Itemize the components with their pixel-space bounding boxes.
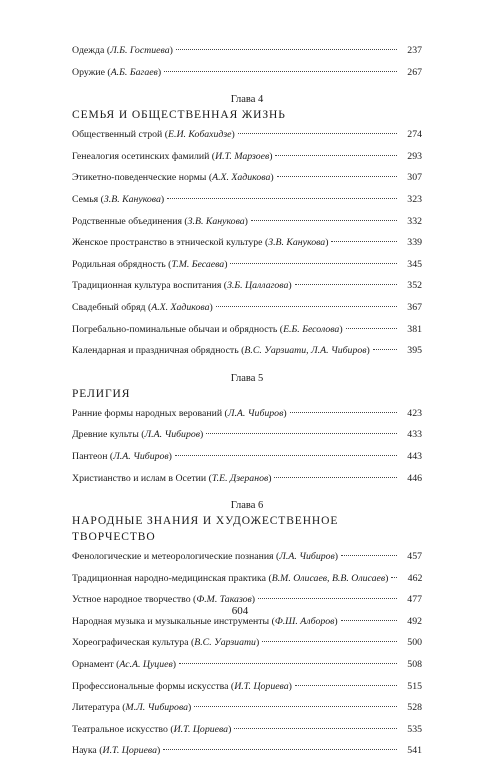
dot-leader (164, 71, 397, 72)
entry-title-line: Древние культы (Л.А. Чибиров) (72, 429, 204, 441)
entry-author: Ф.Ш. Алборов (274, 615, 335, 627)
entry-page: 423 (407, 407, 422, 419)
entry-author: И.Т. Цориева (234, 680, 289, 692)
dot-leader (163, 749, 397, 750)
entry-title: Устное народное творчество (72, 594, 191, 606)
entry-page: 352 (407, 280, 422, 292)
dot-leader (251, 220, 397, 221)
entry-page: 267 (407, 66, 422, 78)
entry-title: Литература (72, 702, 120, 714)
entry-page: 339 (407, 237, 422, 249)
dot-leader (206, 433, 397, 434)
entry-title-line: Родильная обрядность (Т.М. Бесаева) (72, 258, 228, 270)
entry-page: 237 (407, 45, 422, 56)
entry-title-line: Традиционная народно-медицинская практика (В.М. Олисаев, В.В. Олисаев) (72, 572, 389, 584)
chapter-title: СЕМЬЯ И ОБЩЕСТВЕННАЯ ЖИЗНЬ (72, 109, 286, 122)
entry-title-line: Женское пространство в этнической культуре (З.В. Канукова) (72, 237, 329, 249)
entry-title-line: Погребально-поминальные обычаи и обрядность (Е.Б. Бесолова) (72, 323, 343, 335)
toc-entry (72, 568, 422, 590)
page-number: 604 (231, 605, 249, 617)
entry-title-line: Родственные объединения (З.В. Канукова) (72, 215, 248, 227)
entry-page: 528 (407, 702, 422, 714)
entry-author: Л.А. Чибиров (227, 407, 284, 419)
entry-author: В.М. Олисаев, В.В. Олисаев (271, 572, 386, 584)
dot-leader (238, 133, 397, 134)
entry-title-line: Литература (М.Л. Чибирова) (72, 702, 192, 714)
toc-entry (72, 403, 422, 425)
entry-title-line: Хореографическая культура (В.С. Уарзиати) (72, 637, 260, 649)
entry-author: Л.А. Чибиров (144, 429, 200, 441)
entry-title: Календарная и праздничная обрядность (72, 345, 239, 357)
entry-title: Традиционная культура воспитания (72, 280, 222, 292)
entry-title-line: Генеалогия осетинских фамилий (И.Т. Марзоев) (72, 150, 273, 162)
dot-leader (331, 241, 397, 242)
entry-title-line: Этикетно-поведенческие нормы (А.Х. Хадикова) (72, 172, 274, 184)
dot-leader (274, 477, 397, 478)
entry-title: Родственные объединения (72, 215, 182, 227)
toc-entry (72, 340, 422, 362)
entry-title-line: Устное народное творчество (Ф.М. Таказов) (72, 594, 256, 606)
entry-page: 395 (407, 345, 422, 357)
dot-leader (295, 284, 397, 285)
entry-author: Л.Б. Гостиева (110, 45, 170, 56)
entry-author: И.Т. Цориева (173, 723, 229, 735)
entry-author: Ф.М. Таказов (196, 594, 252, 606)
dot-leader (346, 328, 397, 329)
toc-entry (72, 62, 422, 84)
entry-page: 500 (407, 637, 422, 649)
entry-author: Т.Е. Дзеранов (211, 472, 269, 484)
dot-leader (234, 728, 397, 729)
entry-page: 381 (407, 323, 422, 335)
entry-title-line: Народная музыка и музыкальные инструменты (Ф.Ш. Алборов) (72, 615, 338, 627)
entry-author: З.Б. Цаллагова (227, 280, 289, 292)
chapter-title: РЕЛИГИЯ (72, 387, 131, 400)
toc-entry (72, 167, 422, 189)
dot-leader (295, 685, 397, 686)
entry-author: И.Т. Марзоев (215, 150, 270, 162)
entry-title-line: Общественный строй (Е.И. Кобахидзе) (72, 129, 235, 141)
entry-page: 274 (407, 129, 422, 141)
chapter-title: НАРОДНЫЕ ЗНАНИЯ И ХУДОЖЕСТВЕННОЕ ТВОРЧЕСТВО (72, 515, 339, 544)
entry-title: Наука (72, 745, 97, 757)
entry-title: Свадебный обряд (72, 301, 146, 313)
entry-page: 307 (407, 172, 422, 184)
entry-title: Фенологические и метеорологические познания (72, 551, 274, 563)
entry-title-line: Пантеон (Л.А. Чибиров) (72, 450, 172, 462)
toc-entry (72, 297, 422, 319)
entry-title-line: Фенологические и метеорологические познания (Л.А. Чибиров) (72, 551, 339, 563)
entry-title-line: Оружие (А.Б. Багаев) (72, 66, 162, 78)
entry-author: Т.М. Бесаева (171, 258, 225, 270)
entry-page: 541 (407, 745, 422, 757)
entry-page: 515 (407, 680, 422, 692)
dot-leader (230, 263, 397, 264)
entry-author: Ас.А. Цуциев (119, 659, 173, 671)
entry-title: Древние культы (72, 429, 139, 441)
entry-title: Женское пространство в этнической культуре (72, 237, 263, 249)
entry-title: Пантеон (72, 450, 108, 462)
dot-leader (262, 641, 397, 642)
entry-author: Л.А. Чибиров (279, 551, 335, 563)
entry-page: 367 (407, 301, 422, 313)
toc-entry (72, 254, 422, 276)
entry-title: Генеалогия осетинских фамилий (72, 150, 210, 162)
entry-title-line: Профессиональные формы искусства (И.Т. Цориева) (72, 680, 292, 692)
dot-leader (290, 412, 397, 413)
dot-leader (341, 555, 397, 556)
dot-leader (277, 176, 397, 177)
entry-title-line: Свадебный обряд (А.Х. Хадикова) (72, 301, 213, 313)
entry-author: А.Х. Хадикова (151, 301, 210, 313)
toc-entry (72, 446, 422, 468)
toc-entry (72, 146, 422, 168)
entry-title-line: Орнамент (Ас.А. Цуциев) (72, 659, 176, 671)
entry-page: 457 (407, 551, 422, 563)
entry-author: З.В. Канукова (103, 193, 161, 205)
toc-entry (72, 654, 422, 676)
entry-author: З.В. Канукова (268, 237, 326, 249)
entry-title: Христианство и ислам в Осетии (72, 472, 207, 484)
entry-author: А.Х. Хадикова (212, 172, 271, 184)
entry-page: 293 (407, 150, 422, 162)
entry-author: И.Т. Цориева (102, 745, 157, 757)
entry-title: Оружие (72, 66, 105, 78)
entry-title-line: Наука (И.Т. Цориева) (72, 745, 161, 757)
toc-entry (72, 124, 422, 146)
chapter-section (72, 93, 422, 362)
entry-page: 492 (407, 615, 422, 627)
entry-title: Орнамент (72, 659, 114, 671)
entry-title: Театральное искусство (72, 723, 168, 735)
entry-page: 477 (407, 594, 422, 606)
entry-title: Традиционная народно-медицинская практика (72, 572, 266, 584)
entry-title-line: Ранние формы народных верований (Л.А. Чибиров) (72, 407, 287, 419)
entry-author: А.Б. Багаев (110, 66, 158, 78)
toc-entry (72, 275, 422, 297)
toc-entry (72, 189, 422, 211)
entry-page: 323 (407, 193, 422, 205)
entry-title: Общественный строй (72, 129, 163, 141)
dot-leader (179, 663, 397, 664)
entry-page: 443 (407, 450, 422, 462)
entry-title-line: Театральное искусство (И.Т. Цориева) (72, 723, 232, 735)
entry-author: Е.Б. Бесолова (283, 323, 340, 335)
entry-title: Профессиональные формы искусства (72, 680, 229, 692)
entry-author: З.В. Канукова (187, 215, 245, 227)
entry-title: Этикетно-поведенческие нормы (72, 172, 207, 184)
chapter-section (72, 372, 422, 489)
entry-page: 535 (407, 723, 422, 735)
dot-leader (167, 198, 397, 199)
dot-leader (391, 577, 397, 578)
entry-page: 446 (407, 472, 422, 484)
entry-title: Ранние формы народных верований (72, 407, 223, 419)
dot-leader (258, 598, 397, 599)
toc-entry (72, 632, 422, 654)
entry-author: В.С. Уарзиати (194, 637, 256, 649)
dot-leader (216, 306, 397, 307)
entry-title: Родильная обрядность (72, 258, 166, 270)
toc-entry (72, 424, 422, 446)
entry-title-line: Семья (З.В. Канукова) (72, 193, 165, 205)
entry-author: Л.А. Чибиров (113, 450, 169, 462)
dot-leader (194, 706, 397, 707)
chapter-label: Глава 5 (230, 372, 264, 384)
entry-title: Хореографическая культура (72, 637, 189, 649)
toc-entry (72, 676, 422, 698)
entry-author: М.Л. Чибирова (125, 702, 189, 714)
entry-title-line: Одежда (Л.Б. Гостиева) (72, 45, 173, 56)
toc-entry (72, 546, 422, 568)
entry-author: В.С. Уарзиати, Л.А. Чибиров (244, 345, 367, 357)
entry-title: Погребально-поминальные обычаи и обрядность (72, 323, 278, 335)
toc-entry (72, 40, 422, 62)
toc-entry (72, 697, 422, 719)
toc-entry (72, 740, 422, 762)
entry-title-line: Традиционная культура воспитания (З.Б. Цаллагова) (72, 280, 292, 292)
chapter-section (72, 499, 422, 762)
dot-leader (341, 620, 397, 621)
entry-author: Е.И. Кобахидзе (168, 129, 232, 141)
toc-entry (72, 319, 422, 341)
entry-page: 462 (407, 572, 423, 584)
entry-title: Народная музыка и музыкальные инструменты (72, 615, 270, 627)
entry-title: Одежда (72, 45, 105, 56)
dot-leader (275, 155, 397, 156)
table-of-contents (72, 40, 422, 762)
dot-leader (373, 349, 397, 350)
toc-entry (72, 232, 422, 254)
entry-title-line: Христианство и ислам в Осетии (Т.Е. Дзеранов) (72, 472, 272, 484)
toc-entry (72, 719, 422, 741)
entry-page: 508 (407, 659, 422, 671)
chapter-label: Глава 4 (230, 94, 264, 106)
chapter-label: Глава 6 (230, 500, 264, 512)
entry-title-line: Календарная и праздничная обрядность (В.С. Уарзиати, Л.А. Чибиров) (72, 345, 370, 357)
dot-leader (176, 49, 397, 50)
entry-page: 332 (407, 215, 422, 227)
toc-entry (72, 211, 422, 233)
dot-leader (175, 455, 397, 456)
toc-entry (72, 468, 422, 490)
entry-page: 345 (407, 258, 422, 270)
entry-title: Семья (72, 193, 99, 205)
entry-page: 433 (407, 429, 422, 441)
